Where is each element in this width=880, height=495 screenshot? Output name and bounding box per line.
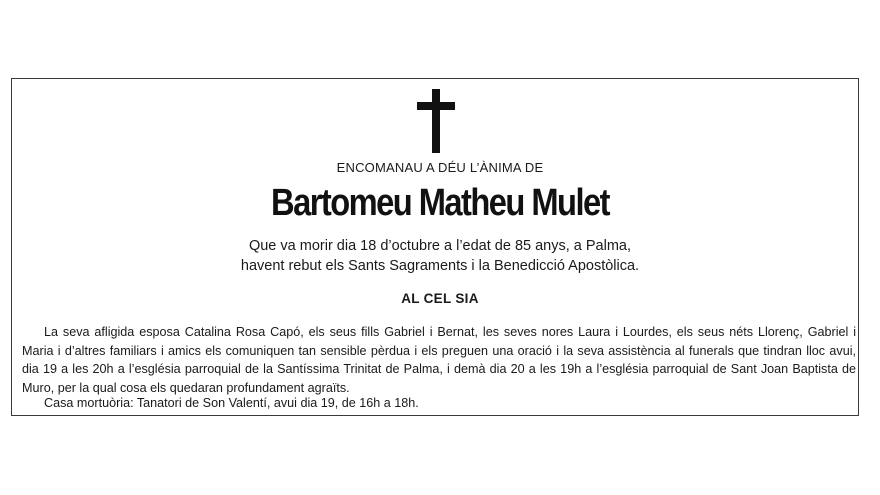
cross-horizontal-bar <box>417 102 455 110</box>
al-cel-sia-heading: AL CEL SIA <box>401 291 479 306</box>
funeral-home-info: Casa mortuòria: Tanatori de Son Valentí, avui dia 19, de 16h a 18h. <box>44 396 419 410</box>
family-message <box>22 323 856 397</box>
death-info-line-2: havent rebut els Sants Sagraments i la Benedicció Apostòlica. <box>240 258 640 274</box>
deceased-name: Bartomeu Matheu Mulet <box>271 182 609 224</box>
family-message-paragraph: La seva afligida esposa Catalina Rosa Capó, els seus fills Gabriel i Bernat, les seves nores Laura i Lourdes, els seus néts Llorenç, Gabriel i Maria i d’altres familiars i amics els comuniquen tan sensible pèrdua i els preguen una oració i la seva assistència al funerals que tindran lloc avui, dia 19 a les 20h a l’església parroquial de la Santíssima Trinitat de Palma, i demà dia 20 a les 19h a l’església parroquial de Sant Joan Baptista de Muro, per la qual cosa els quedaran profundament agraïts. <box>22 325 856 395</box>
cross-vertical-bar <box>432 89 440 153</box>
death-info-line-1: Que va morir dia 18 d’octubre a l’edat de 85 anys, a Palma, <box>248 238 632 254</box>
cross-icon <box>417 89 455 153</box>
intro-line: ENCOMANAU A DÉU L’ÀNIMA DE <box>336 160 544 175</box>
